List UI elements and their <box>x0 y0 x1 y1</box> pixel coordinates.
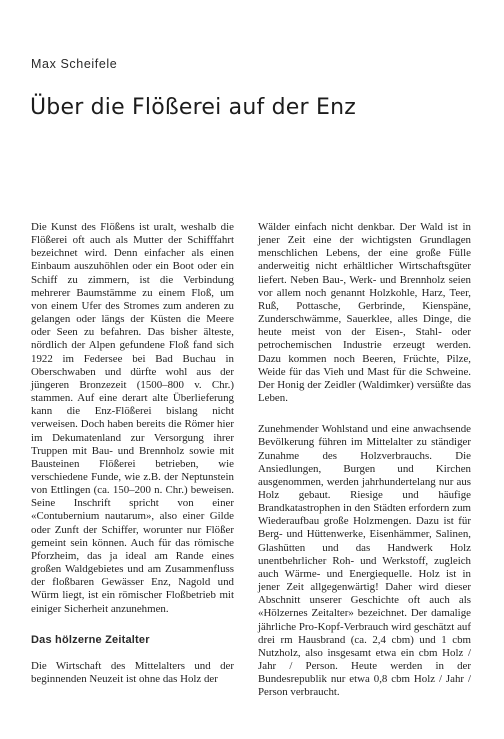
article-title: Über die Flößerei auf der Enz <box>30 95 356 120</box>
paragraph-intro: Die Kunst des Flößens ist uralt, weshalb die Flößerei oft auch als Mutter der Schifffahrt bezeichnet wird. Denn einfacher als einen Einbaum auszuhöhlen oder ein Boot oder ein Schiff zu zimmern, ist die Verbindung mehrerer Baumstämme zu einem Floß, um von einem Ufer des Stromes zum anderen zu gelangen oder längs der Küsten die Meere oder Seen zu befahren. Das bisher älteste, nördlich der Alpen gefundene Floß fand sich 1922 im Federsee bei Bad Buchau in Oberschwaben und dürfte wohl aus der jüngeren Bronzezeit (1500–800 v. Chr.) stammen. Auf eine derart alte Überlieferung kann die Enz-Flößerei bislang nicht verweisen. Doch haben bereits die Römer hier im Dekumatenland zur Versorgung ihrer Truppen mit Bau- und Brennholz sowie mit Bausteinen Flößerei betrieben, wie verschiedene Funde, wie z.B. der Neptunstein von Ettlingen (ca. 150–200 n. Chr.) beweisen. Seine Inschrift spricht von einer «Contubernium nautarum», also einer Gilde oder Zunft der Schiffer, worunter nur Flößer gemeint sein können. Auch für das römische Pforzheim, das ja ideal am Rande eines großen Waldgebietes und am Zusammenfluss der floßbaren Gewässer Enz, Nagold und Würm liegt, ist ein römischer Floßbetrieb mit einiger Sicherheit anzunehmen. <box>31 221 234 615</box>
author-name: Max Scheifele <box>31 57 118 71</box>
text-column-right <box>258 221 471 699</box>
paragraph-forest: Wälder einfach nicht denkbar. Der Wald ist in jener Zeit eine der wichtigsten Grundlagen menschlichen Lebens, der eine große Fülle anderweitig nicht erhältlicher Wirtschaftsgüter liefert. Neben Bau-, Werk- und Brennholz seien vor allem noch genannt Holzkohle, Harz, Teer, Ruß, Pottasche, Gerbrinde, Kienspäne, Zunderschwämme, Sauerklee, alles Dinge, die heute meist von der Eisen-, Stahl- oder petrochemischen Industrie erzeugt werden. Dazu kommen noch Beeren, Früchte, Pilze, Weide für das Vieh und Mast für die Schweine. Der Honig der Zeidler (Waldimker) versüßte das Leben. <box>258 221 471 405</box>
paragraph-wood-consumption: Zunehmender Wohlstand und eine anwachsende Bevölkerung führen im Mittelalter zu ständiger Zunahme des Holzverbrauchs. Die Ansiedlungen, Burgen und Kirchen ausgenommen, werden jahrhundertelang nur aus Holz gebaut. Riesige und häufige Brandkatastrophen in den Städten erfordern zum Wiederaufbau große Holzmengen. Dazu ist für Berg- und Hüttenwerke, Eisenhämmer, Salinen, Glashütten und das Handwerk Holz unentbehrlicher Roh- und Werkstoff, zugleich auch Wärme- und Energiequelle. Holz ist in jener Zeit allgegenwärtig! Daher wird dieser Abschnitt unserer Geschichte oft auch als «Hölzernes Zeitalter» bezeichnet. Der damalige jährliche Pro-Kopf-Verbrauch wird geschätzt auf drei rm Hausbrand (ca. 2,4 cbm) und 1 cbm Nutzholz, also insgesamt etwa ein cbm Holz / Jahr / Person. Heute werden in der Bundesrepublik nur etwa 0,8 cbm Holz / Jahr / Person verbraucht. <box>258 423 471 699</box>
section-heading: Das hölzerne Zeitalter <box>31 633 150 646</box>
text-column-left <box>31 221 234 686</box>
paragraph-economy-start: Die Wirtschaft des Mittelalters und der beginnenden Neuzeit ist ohne das Holz der <box>31 659 234 685</box>
